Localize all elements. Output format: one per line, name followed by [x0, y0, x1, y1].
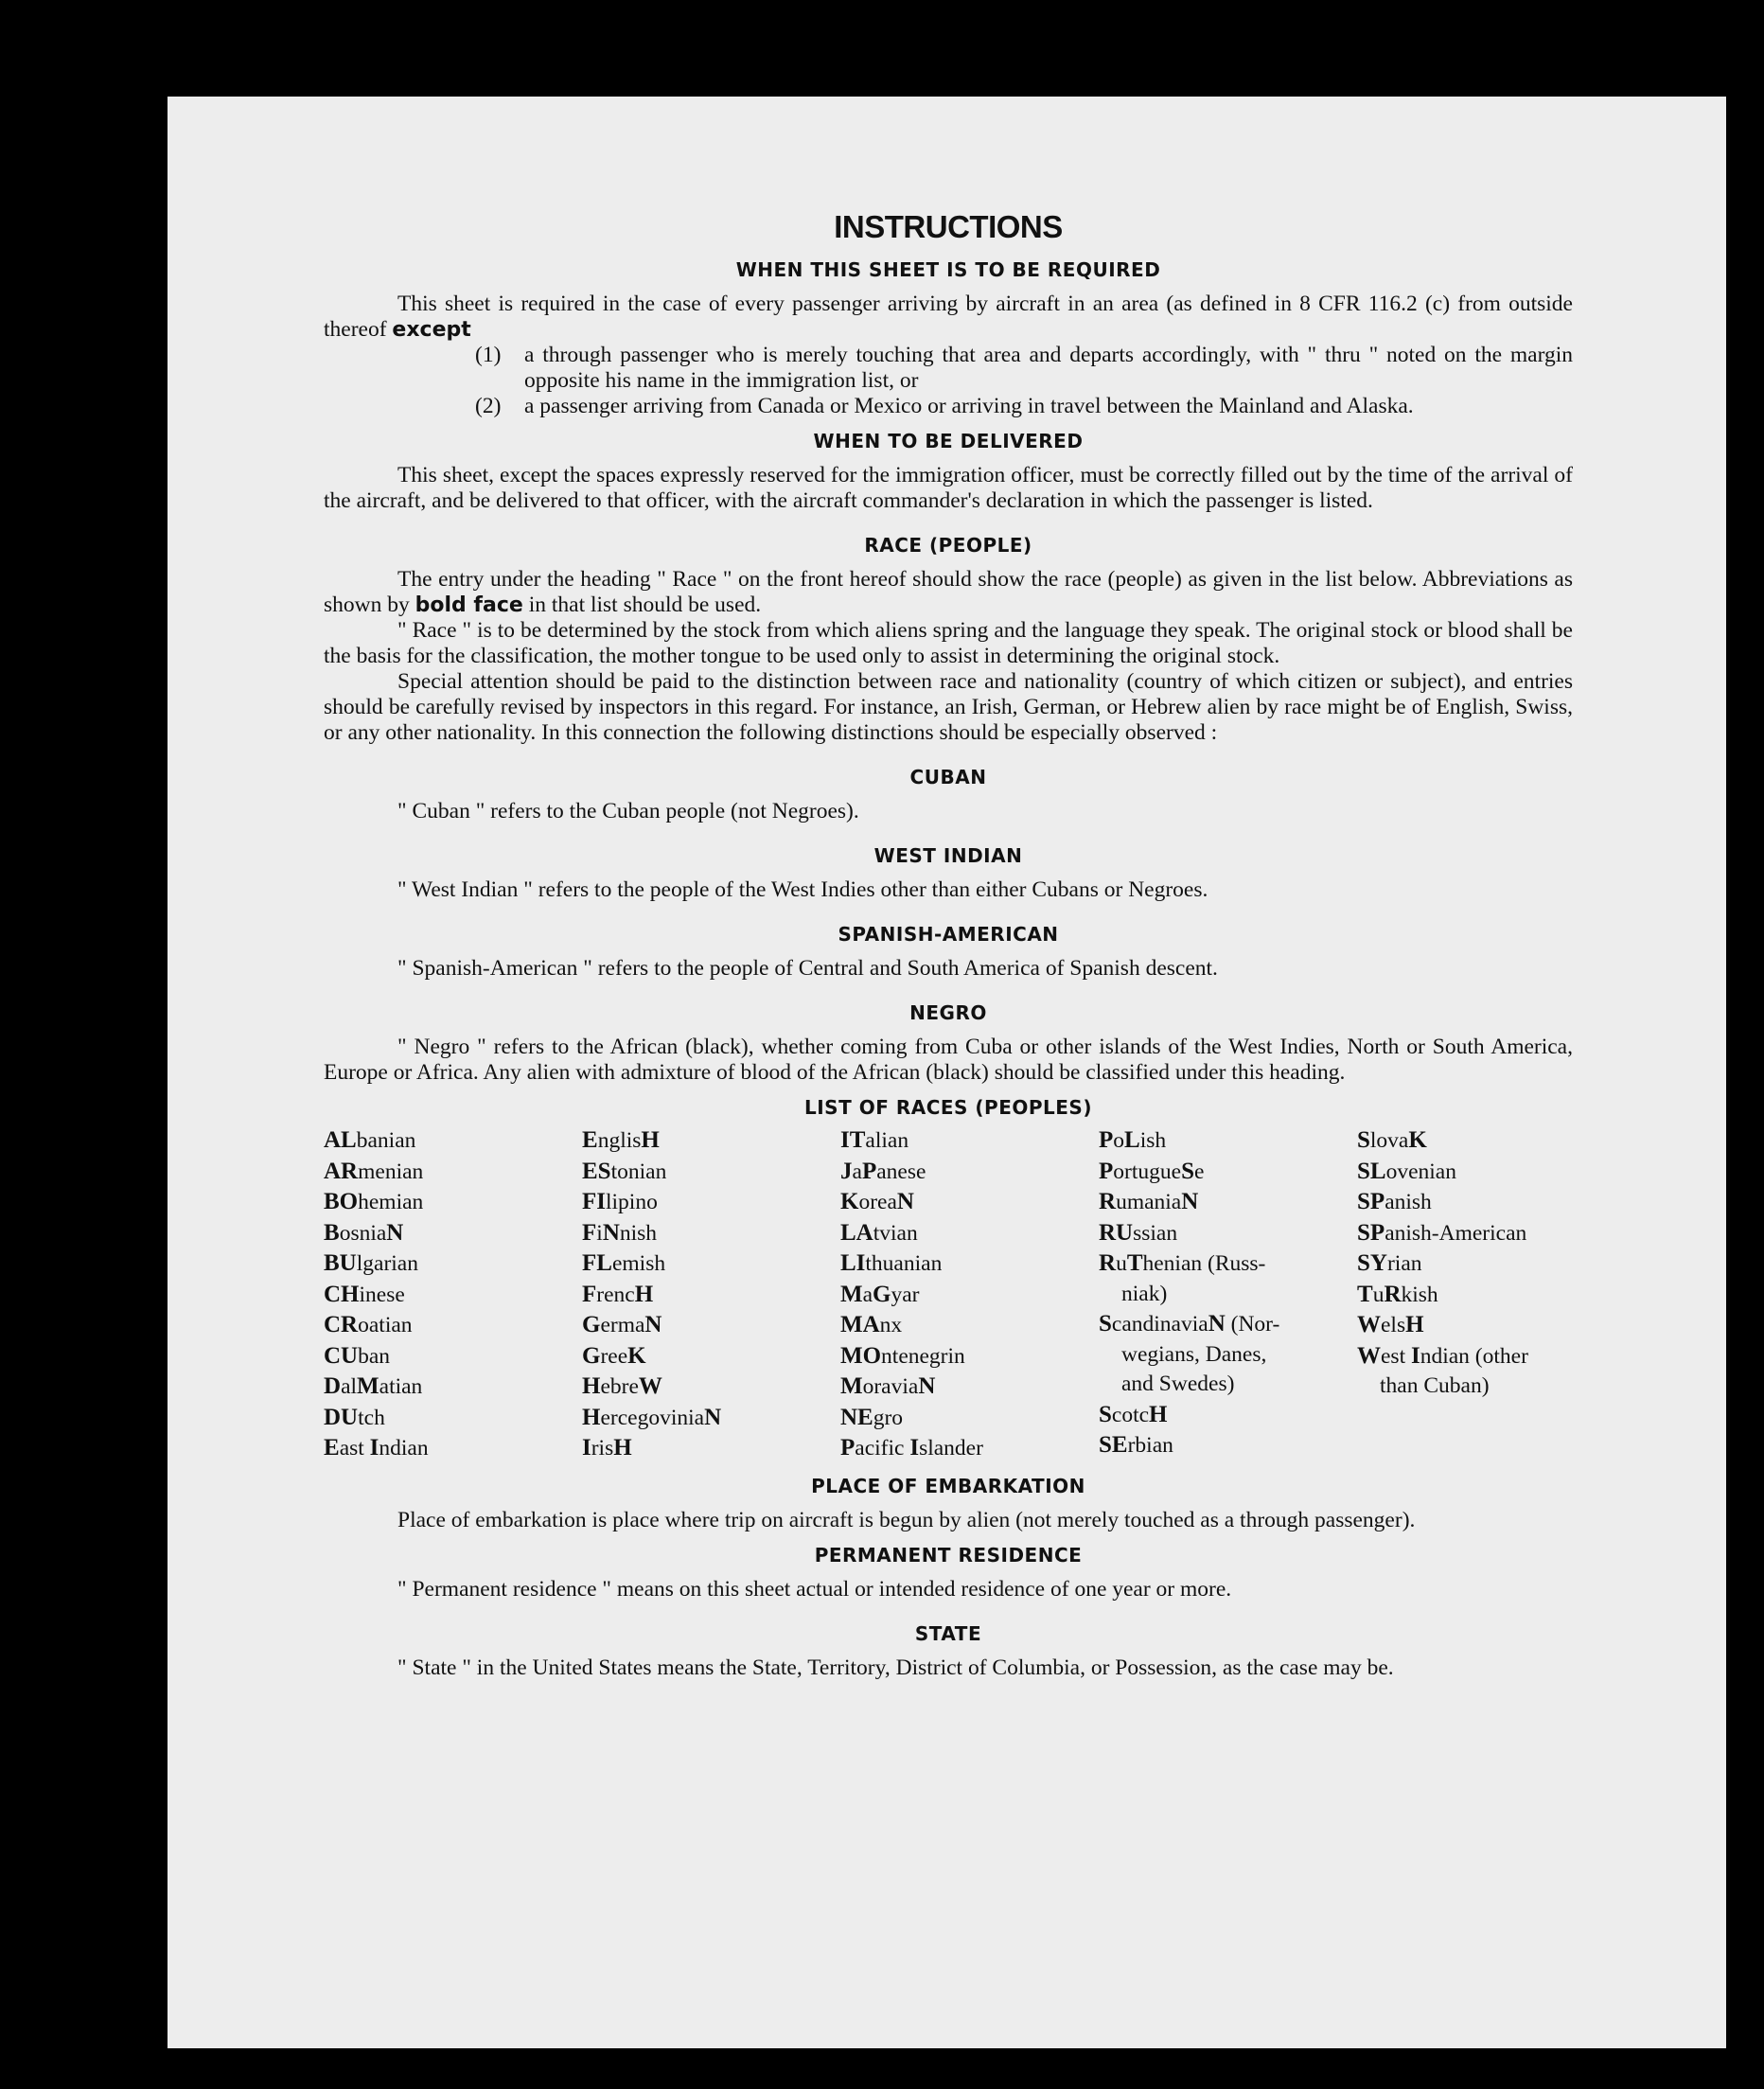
race-entry: LAtvian — [840, 1219, 918, 1246]
section-heading-races-list: LIST OF RACES (PEOPLES) — [804, 1096, 1092, 1119]
race-entry: JaPanese — [840, 1158, 926, 1184]
section-heading-spanish-american: SPANISH-AMERICAN — [838, 923, 1059, 946]
races-column — [840, 1125, 1099, 1464]
race-entry: DalMatian — [324, 1373, 423, 1399]
races-column — [324, 1125, 582, 1464]
race-entry: MOntenegrin — [840, 1342, 965, 1369]
race-entry: wegians, Danes, — [1121, 1341, 1267, 1367]
race-entry: GermaN — [582, 1312, 662, 1337]
race-entry: FIlipino — [582, 1189, 658, 1214]
race-entry: SlovaK — [1357, 1127, 1427, 1153]
section-text-residence: " Permanent residence " means on this sheet actual or intended residence of one year or more. — [397, 1576, 1232, 1602]
race-entry: ITalian — [840, 1127, 909, 1153]
race-entry: BUlgarian — [324, 1250, 418, 1276]
exception-item: (1) a through passenger who is merely touching that area and departs accordingly, with " thru " noted on the margin opposite his name in the immigration list, or — [475, 343, 1573, 393]
section-text-required: This sheet is required in the case of every passenger arriving by aircraft in an area (as defined in 8 CFR 116.2 (c) from outside thereof except — [324, 292, 1573, 342]
races-column — [1357, 1125, 1573, 1464]
race-entry: ScotcH — [1099, 1401, 1168, 1427]
races-column — [582, 1125, 840, 1464]
race-entry: KoreaN — [840, 1189, 914, 1214]
race-entry: EnglisH — [582, 1127, 660, 1153]
race-entry: TuRkish — [1357, 1281, 1438, 1307]
races-list — [324, 1125, 1573, 1464]
section-text-west-indian: " West Indian " refers to the people of the West Indies other than either Cubans or Negroes. — [397, 877, 1208, 902]
race-entry: RuThenian (Russ- — [1099, 1250, 1266, 1276]
section-heading-residence: PERMANENT RESIDENCE — [814, 1543, 1083, 1567]
race-entry: FLemish — [582, 1250, 666, 1276]
race-entry: niak) — [1121, 1281, 1168, 1306]
section-text-cuban: " Cuban " refers to the Cuban people (not Negroes). — [397, 799, 859, 823]
race-entry: WelsH — [1357, 1312, 1424, 1337]
race-entry: SLovenian — [1357, 1158, 1456, 1184]
race-entry: MaGyar — [840, 1281, 920, 1307]
race-entry: FrencH — [582, 1281, 654, 1307]
section-heading-west-indian: WEST INDIAN — [873, 844, 1023, 867]
section-heading-embarkation: PLACE OF EMBARKATION — [811, 1474, 1085, 1497]
race-paragraph-3: Special attention should be paid to the distinction between race and nationality (country of which citizen or subject), and entries should be carefully revised by inspectors in this regard. For instance, an Irish, German, or Hebrew alien by race might be of English, Swiss, or any other nationality. In this connection the following distinctions should be especially observed : — [324, 669, 1573, 745]
race-entry: East Indian — [324, 1435, 429, 1461]
race-entry: BosniaN — [324, 1219, 404, 1246]
race-entry: GreeK — [582, 1342, 646, 1369]
race-entry: IrisH — [582, 1435, 632, 1461]
race-entry: BOhemian — [324, 1189, 424, 1214]
exception-item: (2) a passenger arriving from Canada or Mexico or arriving in travel between the Mainland and Alaska. — [475, 394, 1414, 418]
section-text-delivered: This sheet, except the spaces expressly reserved for the immigration officer, must be correctly filled out by the time of the arrival of the aircraft, and be delivered to that officer, with the aircraft commander's declaration in which the passenger is listed. — [324, 463, 1573, 513]
race-entry: SYrian — [1357, 1250, 1422, 1276]
race-entry: MoraviaN — [840, 1373, 936, 1399]
race-paragraph-2: " Race " is to be determined by the stock from which aliens spring and the language they speak. The original stock or blood shall be the basis for the classification, the mother tongue to be used only to assist in determining the original stock. — [324, 618, 1573, 668]
race-entry: DUtch — [324, 1404, 385, 1430]
section-text-state: " State " in the United States means the State, Territory, District of Columbia, or Possession, as the case may be. — [397, 1655, 1394, 1680]
race-entry: MAnx — [840, 1312, 903, 1337]
race-entry: than Cuban) — [1380, 1373, 1490, 1398]
section-text-embarkation: Place of embarkation is place where trip on aircraft is begun by alien (not merely touched as a through passenger). — [397, 1507, 1416, 1532]
race-entry: ScandinaviaN (Nor- — [1099, 1311, 1280, 1337]
race-entry: LIthuanian — [840, 1250, 943, 1276]
section-heading-required: WHEN THIS SHEET IS TO BE REQUIRED — [735, 258, 1161, 281]
page-title: INSTRUCTIONS — [834, 209, 1063, 244]
race-entry: RUssian — [1099, 1219, 1178, 1246]
race-entry: West Indian (other — [1357, 1342, 1528, 1369]
race-entry: EStonian — [582, 1158, 667, 1184]
race-entry: HercegoviniaN — [582, 1404, 722, 1430]
race-entry: PortugueSe — [1099, 1158, 1205, 1184]
race-entry: ALbanian — [324, 1127, 416, 1153]
section-heading-race: RACE (PEOPLE) — [864, 534, 1032, 557]
section-text-negro: " Negro " refers to the African (black), whether coming from Cuba or other islands of the West Indies, North or South America, Europe or Africa. Any alien with admixture of blood of the African (black) should be classified under this heading. — [324, 1035, 1573, 1085]
race-entry: HebreW — [582, 1373, 662, 1399]
race-entry: CHinese — [324, 1281, 405, 1307]
instructions-content — [324, 208, 1573, 1681]
section-heading-delivered: WHEN TO BE DELIVERED — [813, 430, 1084, 452]
race-entry: PoLish — [1099, 1127, 1167, 1153]
section-heading-cuban: CUBAN — [909, 766, 987, 788]
race-entry: NEgro — [840, 1404, 904, 1430]
race-entry: CRoatian — [324, 1312, 413, 1337]
race-entry: ARmenian — [324, 1158, 424, 1184]
race-entry: Pacific Islander — [840, 1435, 983, 1461]
races-column — [1099, 1125, 1357, 1464]
race-paragraph-1: The entry under the heading " Race " on the front hereof should show the race (people) as given in the list below. Abbreviations as shown by bold face in that list should be used. — [324, 567, 1573, 617]
section-heading-state: STATE — [914, 1621, 982, 1645]
race-entry: RumaniaN — [1099, 1189, 1199, 1214]
race-entry: FiNnish — [582, 1219, 658, 1246]
section-text-spanish-american: " Spanish-American " refers to the people of Central and South America of Spanish descent. — [397, 956, 1218, 981]
race-entry: CUban — [324, 1342, 391, 1369]
race-entry: SPanish — [1357, 1189, 1432, 1214]
race-entry: SErbian — [1099, 1432, 1173, 1458]
section-heading-negro: NEGRO — [909, 1001, 987, 1024]
race-entry: and Swedes) — [1121, 1372, 1235, 1396]
race-entry: SPanish-American — [1357, 1219, 1527, 1246]
